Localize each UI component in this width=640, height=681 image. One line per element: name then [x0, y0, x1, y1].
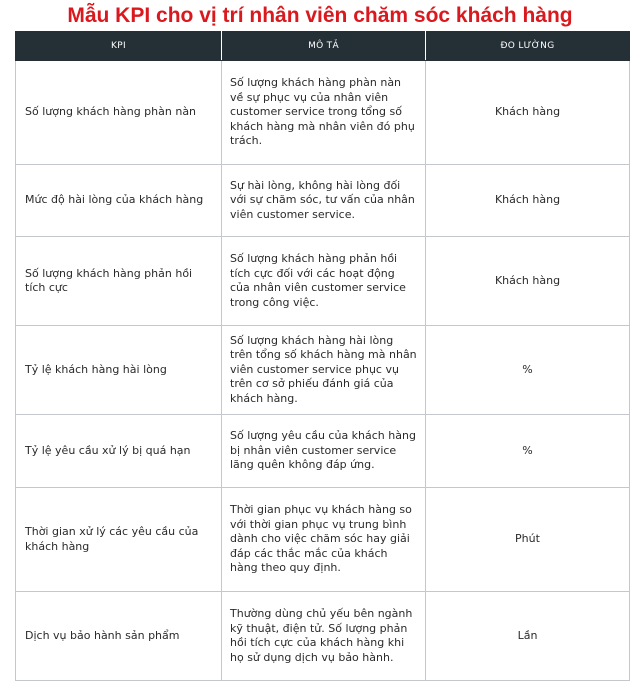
table-row: [16, 488, 630, 592]
description-cell: Thường dùng chủ yếu bên ngành kỹ thuật, điện tử. Số lượng phản hồi tích cực của khách hàng khi họ sử dụng dịch vụ bảo hành.: [222, 592, 426, 681]
table-row: [16, 61, 630, 165]
kpi-cell: Tỷ lệ khách hàng hài lòng: [16, 326, 222, 415]
measure-cell: Khách hàng: [426, 165, 630, 237]
table-row: [16, 165, 630, 237]
table-row: [16, 592, 630, 681]
table-row: [16, 237, 630, 326]
kpi-cell: Số lượng khách hàng phàn nàn: [16, 61, 222, 165]
header-kpi: KPI: [16, 32, 222, 61]
kpi-cell: Thời gian xử lý các yêu cầu của khách hàng: [16, 488, 222, 592]
header-description: MÔ TẢ: [222, 32, 426, 61]
header-measure: ĐO LƯỜNG: [426, 32, 630, 61]
measure-cell: Khách hàng: [426, 61, 630, 165]
measure-cell: Lần: [426, 592, 630, 681]
table-row: [16, 326, 630, 415]
kpi-cell: Số lượng khách hàng phản hồi tích cực: [16, 237, 222, 326]
measure-cell: Khách hàng: [426, 237, 630, 326]
document-title: Mẫu KPI cho vị trí nhân viên chăm sóc khách hàng: [67, 4, 573, 27]
description-cell: Số lượng khách hàng phản hồi tích cực đối với các hoạt động của nhân viên customer service trong công việc.: [222, 237, 426, 326]
kpi-cell: Dịch vụ bảo hành sản phẩm: [16, 592, 222, 681]
kpi-table: [15, 31, 630, 681]
description-cell: Số lượng khách hàng hài lòng trên tổng số khách hàng mà nhân viên customer service phục vụ trên cơ sở phiếu đánh giá của khách hàng.: [222, 326, 426, 415]
measure-cell: %: [426, 326, 630, 415]
kpi-cell: Tỷ lệ yêu cầu xử lý bị quá hạn: [16, 415, 222, 488]
table-row: [16, 415, 630, 488]
kpi-cell: Mức độ hài lòng của khách hàng: [16, 165, 222, 237]
table-header: [16, 32, 630, 61]
measure-cell: %: [426, 415, 630, 488]
table-body: [16, 61, 630, 681]
description-cell: Thời gian phục vụ khách hàng so với thời gian phục vụ trung bình dành cho việc chăm sóc hay giải đáp các thắc mắc của khách hàng theo quy định.: [222, 488, 426, 592]
description-cell: Số lượng khách hàng phàn nàn về sự phục vụ của nhân viên customer service trong tổng số khách hàng mà nhân viên đó phụ trách.: [222, 61, 426, 165]
description-cell: Số lượng yêu cầu của khách hàng bị nhân viên customer service lãng quên không đáp ứng.: [222, 415, 426, 488]
measure-cell: Phút: [426, 488, 630, 592]
table-header-row: [16, 32, 630, 61]
description-cell: Sự hài lòng, không hài lòng đối với sự chăm sóc, tư vấn của nhân viên customer service.: [222, 165, 426, 237]
